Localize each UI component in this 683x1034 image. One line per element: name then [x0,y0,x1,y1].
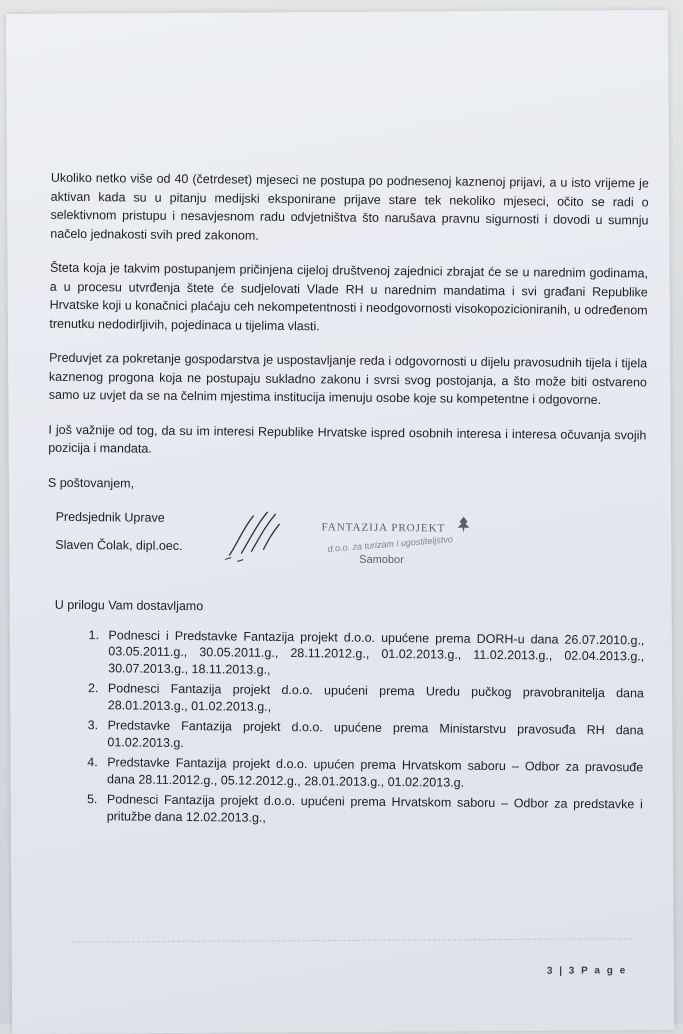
page-number: 3 | 3 P a g e [546,965,628,977]
attachments-heading: U prilogu Vam dostavljamo [54,597,204,614]
stamp-company-subtitle: d.o.o. za turizam i ugostiteljstvo [327,534,454,554]
attachment-item: 3. Predstavke Fantazija projekt d.o.o. upućene prema Ministarstvu pravosuđa RH dana 01.02.2013.g. [101,717,643,755]
attachments-list [45,626,645,829]
attachment-item: 2. Podnesci Fantazija projekt d.o.o. upućeni prema Uredu pučkog pravobranitelja dana 28.01.2013.g., 01.02.2013.g., [102,680,644,718]
closing-salutation: S poštovanjem, [47,475,135,491]
attachment-item: 5. Podnesci Fantazija projekt d.o.o. upućeni prema Hrvatskom saboru – Odbor za predstavke i pritužbe dana 12.02.2013.g., [101,791,643,829]
signatory-name: Slaven Čolak, dipl.oec. [55,537,183,554]
attachment-item: 4. Predstavke Fantazija projekt d.o.o. upućen prema Hrvatskom saboru – Odbor za pravosuđe dana 28.11.2012.g., 05.12.2012.g., 28.01.2013.g., 01.02.2013.g. [101,754,643,792]
paragraph-2: Šteta koja je takvim postupanjem pričinjena cijeloj društvenoj zajednici zbrajat će se u narednim godinama, a u procesu utvrđenja štete će sudjelovati Vlade RH u narednim mandatima i svi građani Republike Hrvatske koji u konačnici plaćaju ceh nekompetentnosti i neodgovornosti visokopozicioniranih, u određenom trenutku nedodirljivih, pojedinaca u tijelima vlasti. [49,260,649,333]
paragraph-3: Preduvjet za pokretanje gospodarstva je uspostavljanje reda i odgovornosti u dijelu pravosudnih tijela i tijela kaznenog progona koja ne postupaju sukladno zakonu i svrsi svog postojanja, a što može biti ostvareno samo uz uvjet da se na čelnim mjestima institucija imenuju osobe koje su kompetentne i odgovorne. [48,350,648,408]
stamp-city: Samobor [359,553,404,567]
footer-divider [72,938,632,942]
paragraph-4: I još važnije od tog, da su im interesi Republike Hrvatske ispred osobnih interesa i interesa očuvanja svojih pozicija i mandata. [48,422,647,456]
letter-body [45,169,649,834]
signature-block [47,508,646,592]
stamp-company-name: FANTAZIJA PROJEKT [321,521,446,535]
attachment-item: 1. Podnesci i Predstavke Fantazija projekt d.o.o. upućene prema DORH-u dana 26.07.2010.g., 03.05.2011.g., 30.05.2011.g., 28.11.2012.g., 01.02.2013.g., 11.02.2013.g., 02.04.2013.g., 30.07.2013.g., 18.11.2013.g., [102,627,644,682]
document-page [6,10,674,1034]
paragraph-1: Ukoliko netko više od 40 (četrdeset) mjeseci ne postupa po podnesenoj kaznenoj prijavi, a u isto vrijeme je aktivan kada su u pitanju medijski eksponirane prijave stare tek nekoliko mjeseci, očito se radi o selektivnom pristupu i nesavjesnom radu odvjetništva što narušava pravnu sigurnosti i dovodi u sumnju načelo jednakosti svih pred zakonom. [50,170,649,243]
company-stamp [277,514,478,576]
stamp-emblem-icon [455,516,471,534]
signatory-title: Predsjednik Uprave [55,509,165,525]
